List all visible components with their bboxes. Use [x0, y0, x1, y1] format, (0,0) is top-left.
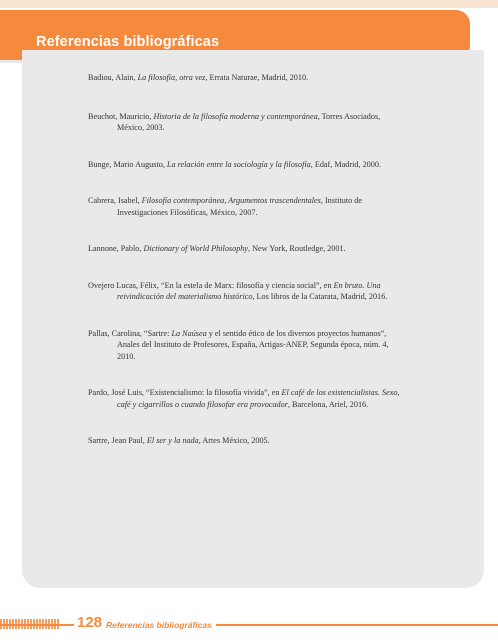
- reference-title: El café de los existencialistas. Sexo, café y cigarrillos o cuando filosofar era provocador: [117, 388, 400, 409]
- reference-list: [88, 72, 400, 447]
- reference-text: , Edaf, Madrid, 2000.: [310, 159, 381, 169]
- reference-text: Pardo, José Luis, “Existencialismo: la filosofía vivida”, en: [88, 388, 282, 397]
- reference-title: La Naúsea: [171, 328, 207, 338]
- reference-item: [88, 328, 400, 363]
- reference-title: La relación entre la sociología y la filosofía: [166, 159, 311, 169]
- reference-text: Pallas, Carolina, “Sartre:: [88, 328, 172, 338]
- reference-item: [88, 195, 400, 218]
- section-title: Referencias bibliográficas: [36, 34, 220, 50]
- reference-text: Sartre, Jean Paul,: [88, 436, 147, 445]
- reference-text: Cabrera, Isabel,: [88, 196, 142, 205]
- reference-text: Lannone, Pablo,: [88, 244, 144, 253]
- reference-item: [88, 243, 400, 255]
- reference-title: En bruto. Una reivindicación del materialismo histórico: [117, 280, 381, 301]
- reference-text: , Instituto de Investigaciones Filosóficas, México, 2007.: [117, 196, 363, 217]
- reference-text: , Torres Asociados, México, 2003.: [117, 111, 381, 132]
- reference-text: Bunge, Mario Augusto,: [88, 159, 167, 169]
- reference-text: Beuchot, Mauricio,: [88, 111, 154, 121]
- reference-text: Ovejero Lucas, Félix, “En la estela de Marx: filosofía y ciencia social”, en: [88, 280, 334, 290]
- reference-title: Filosofía contemporánea, Argumentos trascendentales: [141, 196, 321, 205]
- reference-item: [88, 280, 400, 303]
- reference-item: [88, 435, 400, 447]
- reference-item: [88, 72, 400, 84]
- reference-title: Historia de la filosofía moderna y contemporánea: [153, 111, 318, 121]
- reference-item: [88, 387, 400, 410]
- reference-item: [88, 159, 400, 171]
- reference-text: y el sentido ético de los diversos proyectos humanos”, Anales del Instituto de Profesores, España, Artigas-ANEP, Segunda época, núm. 4, 2010.: [117, 328, 389, 361]
- reference-text: Badiou, Alain,: [88, 73, 138, 82]
- reference-text: , New York, Routledge, 2001.: [248, 244, 346, 253]
- reference-text: , Los libros de la Catarata, Madrid, 2016.: [252, 292, 388, 301]
- footer-section-label: Referencias bibliográficas: [102, 620, 216, 630]
- reference-text: , Errata Naturae, Madrid, 2010.: [205, 73, 309, 82]
- page-number: 128: [74, 614, 105, 631]
- reference-text: , Barcelona, Ariel, 2016.: [287, 399, 369, 409]
- reference-item: [88, 111, 400, 134]
- reference-text: , Artes México, 2005.: [198, 436, 270, 445]
- reference-title: La filosofía, otra vez: [137, 73, 206, 82]
- reference-title: El ser y la nada: [146, 436, 199, 445]
- reference-title: Dictionary of World Philosophy: [143, 244, 249, 253]
- footer-dotted-pattern: [0, 619, 60, 629]
